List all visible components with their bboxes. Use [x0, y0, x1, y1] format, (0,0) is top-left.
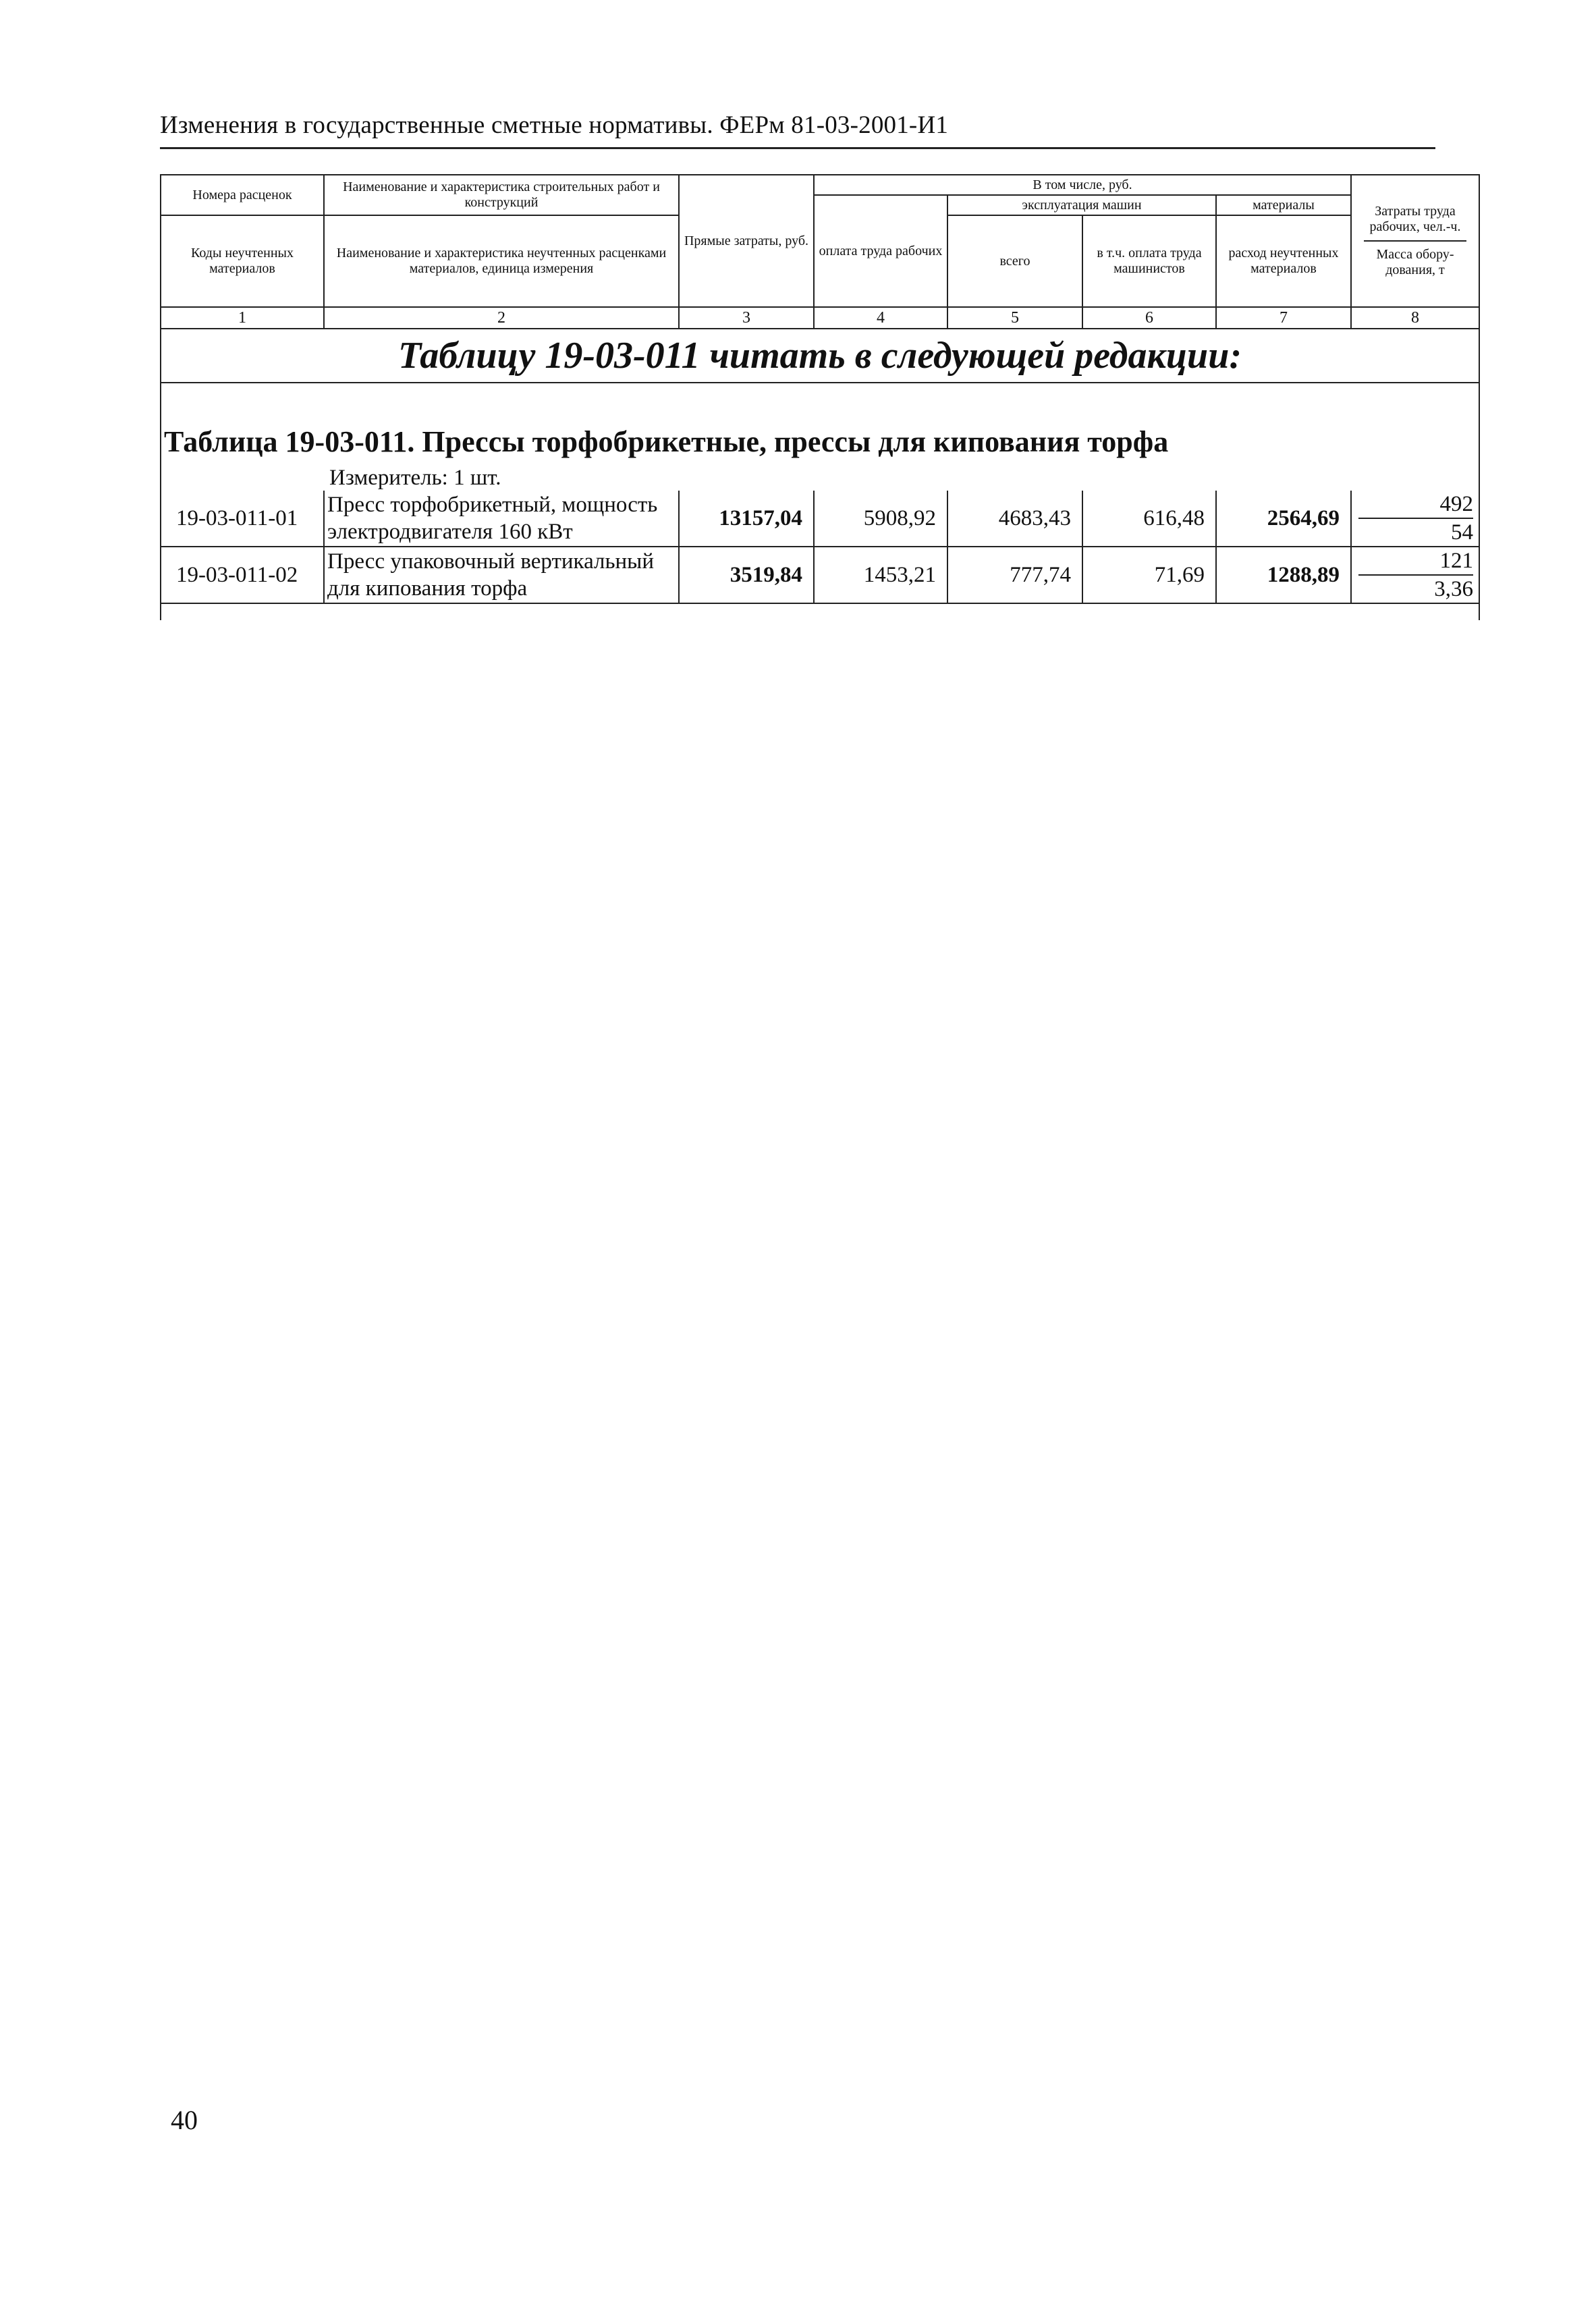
header-labor-mass [1351, 175, 1479, 307]
labor-hours-value: 121 [1358, 547, 1473, 576]
rate-name: Пресс торфобрикетный, мощность электродвигателя 160 кВт [324, 491, 679, 547]
table-title: Таблица 19-03-011. Прессы торфобрикетные, прессы для кипования торфа [161, 383, 1479, 466]
machinists-pay-value: 71,69 [1082, 547, 1216, 603]
column-number: 2 [324, 307, 679, 329]
header-including: В том числе, руб. [814, 175, 1351, 195]
materials-value: 2564,69 [1216, 491, 1351, 547]
header-material-name: Наименование и характеристика неучтенных расценками материалов, единица измерения [324, 215, 679, 307]
header-machinists-pay: в т.ч. оплата труда машинистов [1082, 215, 1216, 307]
revision-notice: Таблицу 19-03-011 читать в следующей редакции: [161, 329, 1479, 383]
header-equipment-mass: Масса обору-дования, т [1376, 247, 1454, 277]
header-work-name: Наименование и характеристика строительных работ и конструкций [324, 175, 679, 215]
header-rate-numbers: Номера расценок [161, 175, 324, 215]
header-labor-pay: оплата труда рабочих [814, 195, 947, 307]
equipment-mass-value: 54 [1451, 520, 1473, 545]
unit-of-measure: Измеритель: 1 шт. [329, 466, 501, 490]
machines-total-value: 4683,43 [947, 491, 1082, 547]
column-number: 5 [947, 307, 1082, 329]
table-row [161, 547, 1479, 603]
running-header: Изменения в государственные сметные нормативы. ФЕРм 81-03-2001-И1 [160, 111, 949, 139]
header-machines-total: всего [947, 215, 1082, 307]
column-number: 3 [679, 307, 814, 329]
header-unaccounted-materials: расход неучтенных материалов [1216, 215, 1351, 307]
labor-hours-value: 492 [1358, 491, 1473, 519]
labor-pay-value: 5908,92 [814, 491, 947, 547]
machines-total-value: 777,74 [947, 547, 1082, 603]
table-row [161, 491, 1479, 547]
rate-name: Пресс упаковочный вертикальный для кипования торфа [324, 547, 679, 603]
page-number: 40 [171, 2105, 198, 2135]
header-rule [160, 147, 1435, 149]
column-number: 8 [1351, 307, 1479, 329]
header-rate-material-codes: Коды неучтенных материалов [161, 215, 324, 307]
header-direct-costs: Прямые затраты, руб. [679, 175, 814, 307]
norms-table [160, 174, 1480, 620]
equipment-mass-value: 3,36 [1434, 577, 1473, 601]
materials-value: 1288,89 [1216, 547, 1351, 603]
direct-costs-value: 13157,04 [679, 491, 814, 547]
direct-costs-value: 3519,84 [679, 547, 814, 603]
rate-code: 19-03-011-01 [161, 491, 324, 547]
machinists-pay-value: 616,48 [1082, 491, 1216, 547]
column-number: 6 [1082, 307, 1216, 329]
rate-code: 19-03-011-02 [161, 547, 324, 603]
header-labor-costs: Затраты труда рабочих, чел.-ч. [1364, 204, 1466, 242]
column-number: 1 [161, 307, 324, 329]
column-number: 7 [1216, 307, 1351, 329]
header-machine-operation: эксплуатация машин [947, 195, 1216, 215]
column-number: 4 [814, 307, 947, 329]
labor-pay-value: 1453,21 [814, 547, 947, 603]
header-materials: материалы [1216, 195, 1351, 215]
